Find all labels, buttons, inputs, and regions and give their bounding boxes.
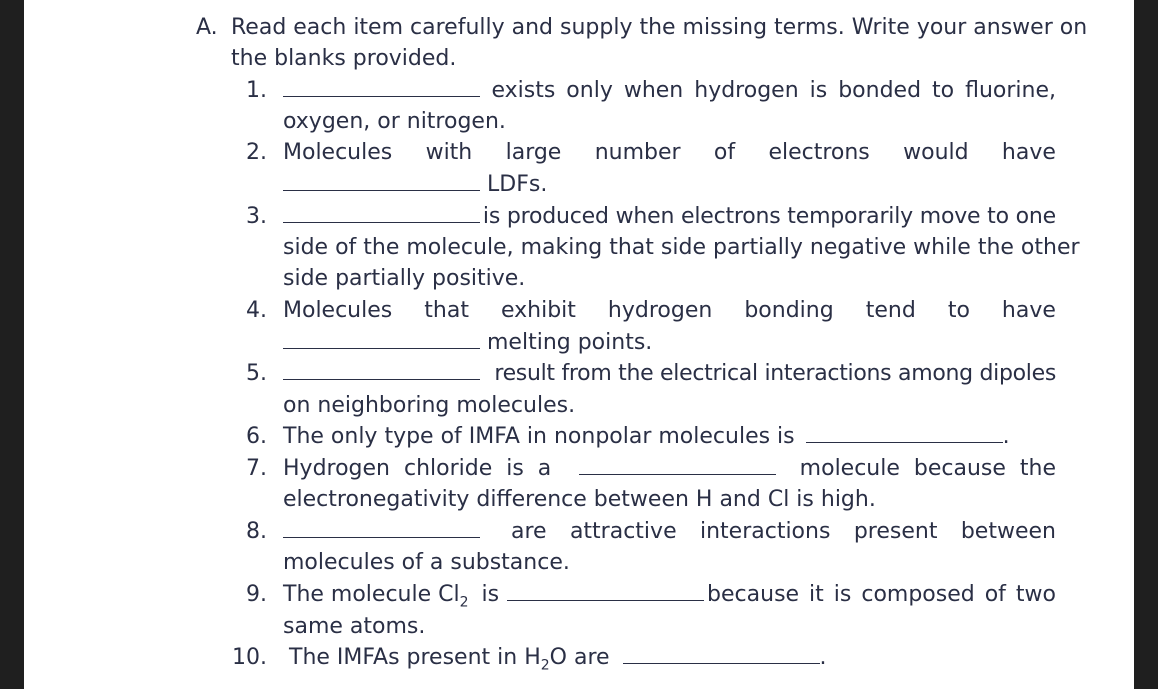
item-8-blank[interactable]	[283, 519, 480, 538]
item-1-number: 1.	[246, 78, 267, 103]
item-8-number: 8.	[246, 519, 267, 544]
item-4-text: Molecules that exhibit hydrogen bonding tend to have	[283, 298, 1056, 323]
item-7-text-start: Hydrogen chloride is a	[283, 456, 552, 481]
item-6-text: The only type of IMFA in nonpolar molecules is	[283, 424, 795, 449]
item-9-text-mid: is	[481, 582, 500, 607]
section-letter: A.	[196, 15, 218, 40]
item-1-blank[interactable]	[283, 78, 480, 97]
item-5-blank[interactable]	[283, 361, 480, 380]
item-5-continuation: on neighboring molecules.	[283, 393, 576, 418]
item-10-blank[interactable]	[623, 645, 820, 664]
instruction-line-1: Read each item carefully and supply the missing terms. Write your answer on	[231, 15, 1088, 40]
item-10-text-start: The IMFAs present in H	[289, 645, 541, 670]
item-10-text-mid: O are	[549, 645, 610, 670]
item-9-text-end: because it is composed of two	[707, 582, 1056, 607]
worksheet-page	[24, 0, 1134, 689]
item-7-text-end: molecule because the	[799, 456, 1056, 481]
item-9-subscript: 2	[459, 594, 469, 611]
item-9-number: 9.	[246, 582, 267, 607]
left-dark-border	[0, 0, 24, 689]
item-4-blank[interactable]	[283, 330, 480, 349]
right-dark-border	[1134, 0, 1158, 689]
item-3-blank[interactable]	[283, 204, 480, 223]
item-10-subscript: 2	[540, 657, 550, 674]
item-2-continuation: LDFs.	[487, 172, 548, 197]
item-6-number: 6.	[246, 424, 267, 449]
item-5-text: result from the electrical interactions among dipoles	[494, 361, 1056, 386]
item-2-text: Molecules with large number of electrons would have	[283, 140, 1056, 165]
item-9-continuation: same atoms.	[283, 614, 426, 639]
item-2-number: 2.	[246, 140, 267, 165]
item-6-blank[interactable]	[806, 424, 1003, 443]
item-3-continuation-1: side of the molecule, making that side partially negative while the other	[283, 235, 1080, 260]
item-10-number: 10.	[232, 645, 267, 670]
item-4-continuation: melting points.	[487, 330, 653, 355]
item-3-number: 3.	[246, 204, 267, 229]
item-3-text: is produced when electrons temporarily move to one	[482, 204, 1056, 229]
item-7-blank[interactable]	[579, 456, 776, 475]
item-8-text: are attractive interactions present between	[511, 519, 1056, 544]
item-10-period: .	[819, 645, 827, 670]
item-7-number: 7.	[246, 456, 267, 481]
item-9-text-start: The molecule Cl	[283, 582, 460, 607]
item-8-continuation: molecules of a substance.	[283, 550, 570, 575]
item-4-number: 4.	[246, 298, 267, 323]
instruction-line-2: the blanks provided.	[231, 46, 457, 71]
item-1-continuation: oxygen, or nitrogen.	[283, 109, 506, 134]
item-6-period: .	[1002, 424, 1010, 449]
item-5-number: 5.	[246, 361, 267, 386]
item-1-text: exists only when hydrogen is bonded to fluorine,	[491, 78, 1056, 103]
item-7-continuation: electronegativity difference between H and Cl is high.	[283, 487, 876, 512]
item-9-blank[interactable]	[507, 582, 704, 601]
item-2-blank[interactable]	[283, 172, 480, 191]
item-3-continuation-2: side partially positive.	[283, 266, 526, 291]
